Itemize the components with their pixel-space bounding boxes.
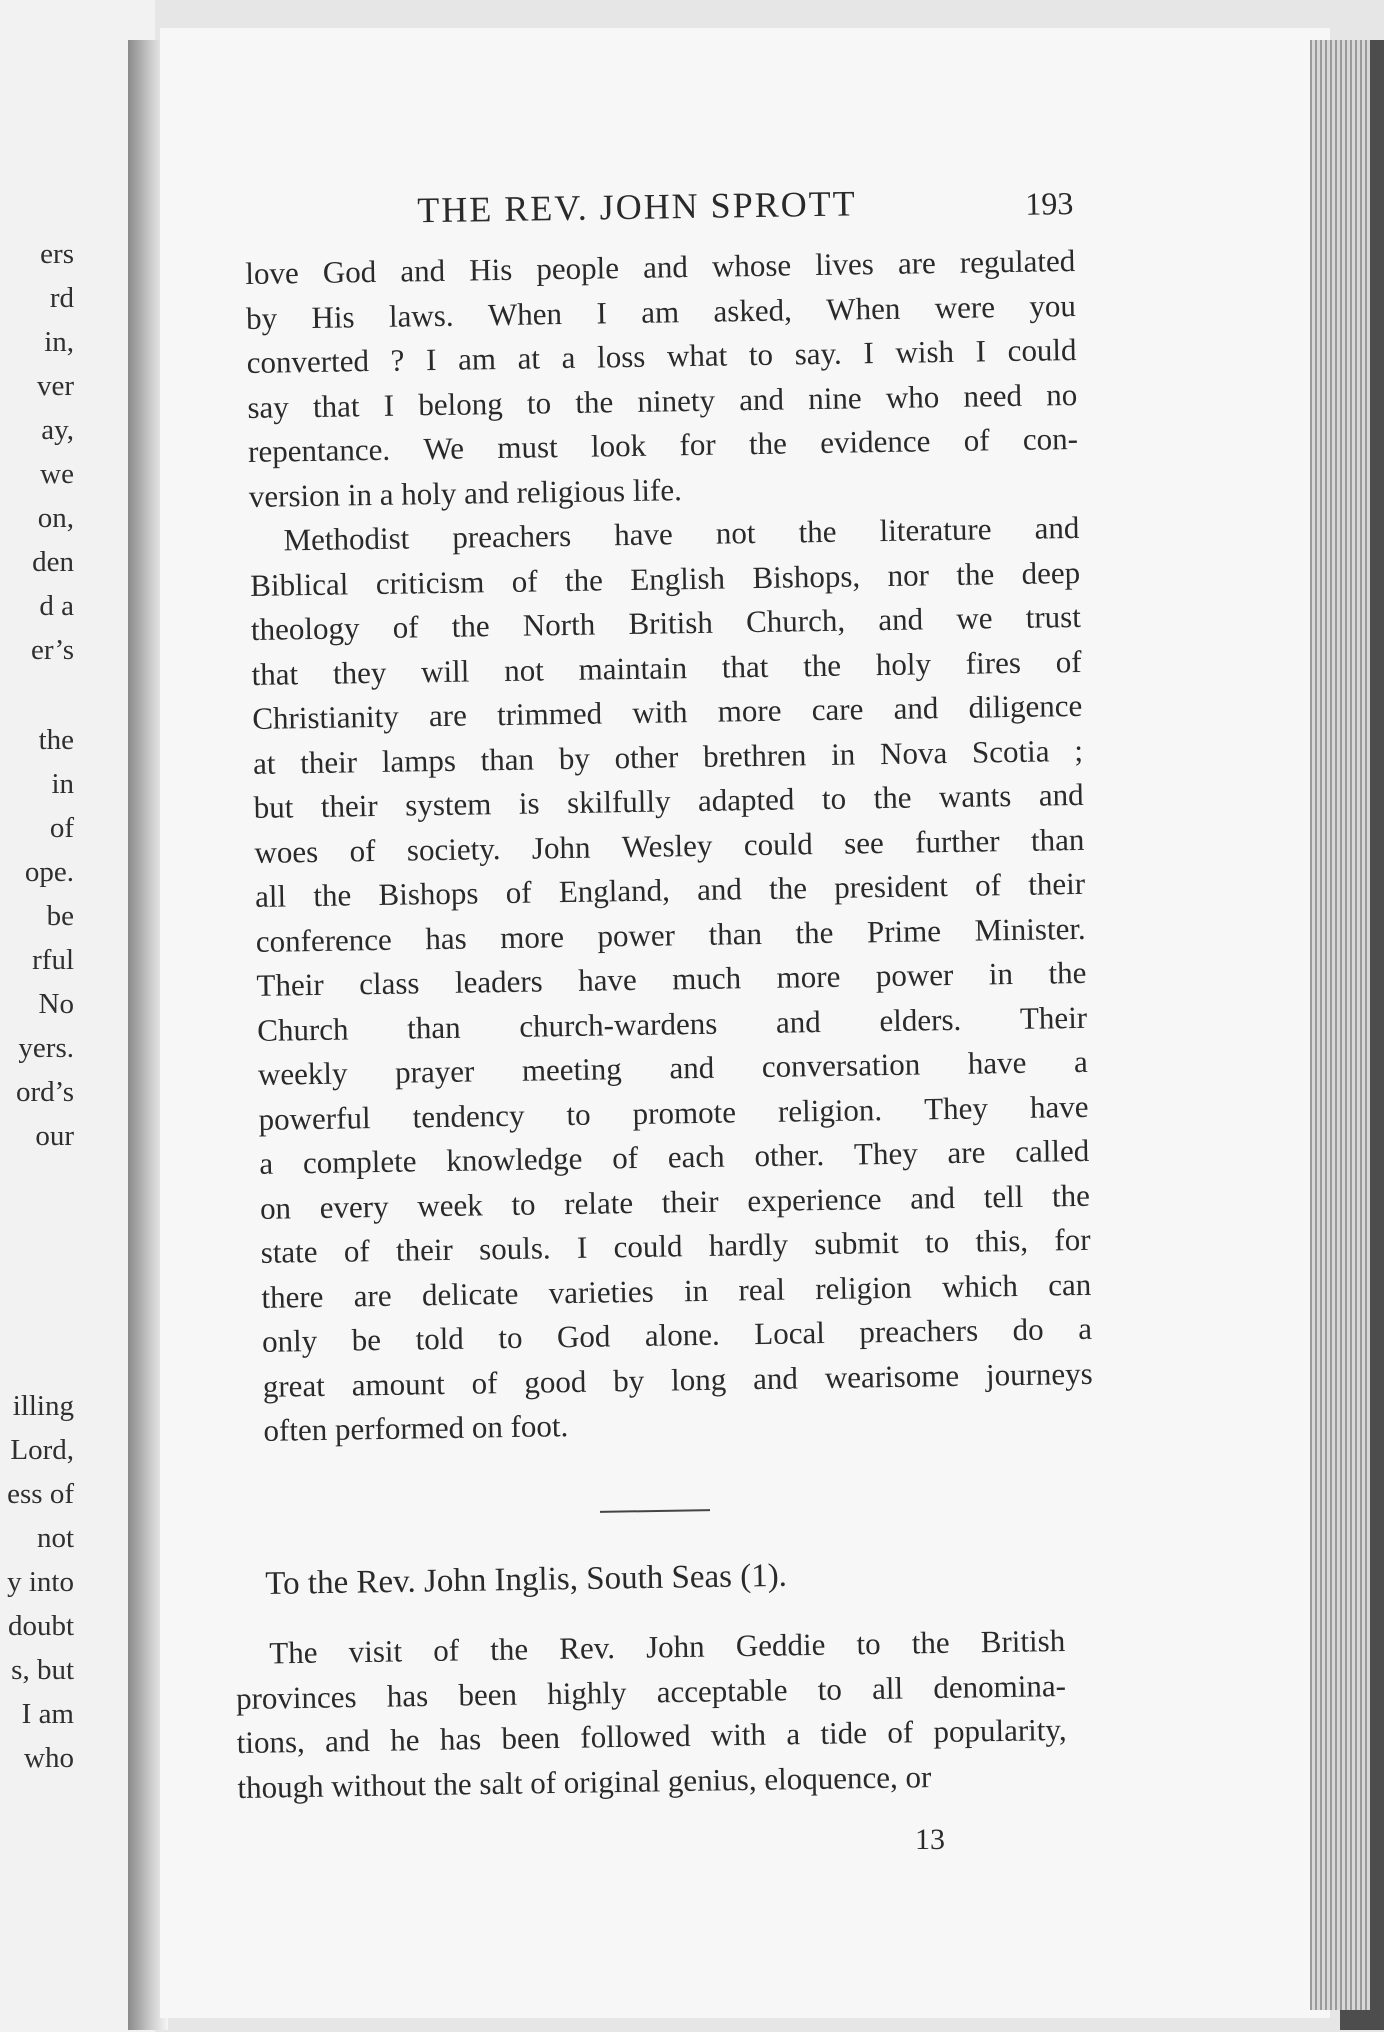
- text-line: provinces has been highly acceptable to all denomina-: [235, 1667, 1067, 1716]
- left-page-fragment: ers: [40, 238, 74, 270]
- left-page-fragment: No: [38, 988, 74, 1020]
- text-line: at their lamps than by other brethren in Nova Scotia ;: [252, 732, 1084, 781]
- left-page-fragment: d a: [39, 590, 74, 622]
- text-line: though without the salt of original genius, eloquence, or: [237, 1758, 932, 1805]
- text-line: repentance. We must look for the evidence of con-: [247, 420, 1079, 469]
- text-line: weekly prayer meeting and conversation have a: [257, 1043, 1089, 1092]
- left-page-fragment: on,: [37, 502, 74, 534]
- left-page-fragment: I am: [21, 1698, 74, 1730]
- left-page-fragment: who: [24, 1742, 74, 1774]
- running-head: THE REV. JOHN SPROTT: [416, 183, 857, 231]
- left-page-fragment: our: [35, 1120, 74, 1152]
- text-line: version in a holy and religious life.: [248, 471, 683, 514]
- left-page-fragment: ver: [36, 370, 74, 402]
- left-page-fragment: s, but: [11, 1654, 74, 1686]
- paragraph: [235, 1619, 1068, 1810]
- text-line: but their system is skilfully adapted to the wants and: [253, 776, 1084, 825]
- paragraph: [245, 239, 1079, 519]
- text-line: great amount of good by long and wearisome journeys: [262, 1355, 1093, 1404]
- letter-body: [235, 1619, 1068, 1810]
- left-page-fragment: we: [40, 458, 74, 490]
- left-page-fragment: the: [38, 724, 74, 756]
- left-page-fragment: ess of: [7, 1478, 74, 1510]
- text-line: Christianity are trimmed with more care and diligence: [252, 687, 1083, 736]
- left-page-fragment: rful: [32, 944, 74, 976]
- text-line: Methodist preachers have not the literature and: [283, 509, 1080, 558]
- text-line: that they will not maintain that the holy fires of: [251, 643, 1082, 692]
- text-line: woes of society. John Wesley could see further than: [254, 821, 1085, 870]
- left-page-fragment: y into: [7, 1566, 74, 1598]
- text-line: state of their souls. I could hardly submit to this, for: [260, 1221, 1091, 1270]
- left-page-fragment: Lord,: [10, 1434, 74, 1466]
- letter-heading: To the Rev. John Inglis, South Seas (1).: [265, 1557, 788, 1602]
- left-page-fragment: rd: [49, 282, 74, 314]
- left-page-fragment: ay,: [41, 414, 74, 446]
- text-line: Their class leaders have much more power in the: [256, 954, 1087, 1003]
- left-page-fragment: doubt: [7, 1610, 74, 1642]
- text-line: all the Bishops of England, and the president of their: [254, 865, 1086, 914]
- left-page-fragment: not: [36, 1522, 74, 1554]
- left-page-fragment: be: [46, 900, 74, 932]
- page-edges: [1310, 40, 1370, 2010]
- text-line: Church than church-wardens and elders. Their: [256, 999, 1088, 1048]
- text-line: on every week to relate their experience and tell the: [259, 1177, 1091, 1226]
- text-line: theology of the North British Church, and we trust: [250, 598, 1082, 647]
- left-page-fragment: in,: [44, 326, 74, 358]
- text-line: Biblical criticism of the English Bishops, nor the deep: [249, 554, 1081, 603]
- left-page-fragment: in: [51, 768, 74, 800]
- text-line: powerful tendency to promote religion. They have: [258, 1088, 1089, 1137]
- body-text: [245, 239, 1094, 1453]
- text-line: say that I belong to the ninety and nine who need no: [247, 376, 1078, 425]
- page-number: 193: [1024, 184, 1074, 222]
- left-page-fragment: ope.: [24, 856, 74, 888]
- text-line: only be told to God alone. Local preachers do a: [261, 1310, 1093, 1359]
- text-line: converted ? I am at a loss what to say. I wish I could: [246, 331, 1077, 380]
- left-page-fragment: er’s: [31, 634, 74, 666]
- text-line: love God and His people and whose lives are regulated: [245, 242, 1076, 291]
- left-page-fragment: of: [49, 812, 74, 844]
- left-page-fragment: yers.: [18, 1032, 74, 1064]
- text-line: tions, and he has been followed with a tide of popularity,: [236, 1711, 1067, 1760]
- text-line: The visit of the Rev. John Geddie to the British: [269, 1622, 1066, 1671]
- paragraph: [249, 506, 1094, 1453]
- text-line: conference has more power than the Prime Minister.: [255, 910, 1086, 959]
- text-line: often performed on foot.: [263, 1408, 569, 1448]
- left-page-fragment: den: [32, 546, 74, 578]
- signature-mark: 13: [915, 1823, 945, 1856]
- text-line: a complete knowledge of each other. They are called: [259, 1132, 1090, 1181]
- text-line: there are delicate varieties in real religion which can: [261, 1266, 1092, 1315]
- left-page-fragment: ord’s: [16, 1076, 74, 1108]
- left-page-fragment: illing: [12, 1390, 74, 1422]
- text-line: by His laws. When I am asked, When were you: [245, 287, 1077, 336]
